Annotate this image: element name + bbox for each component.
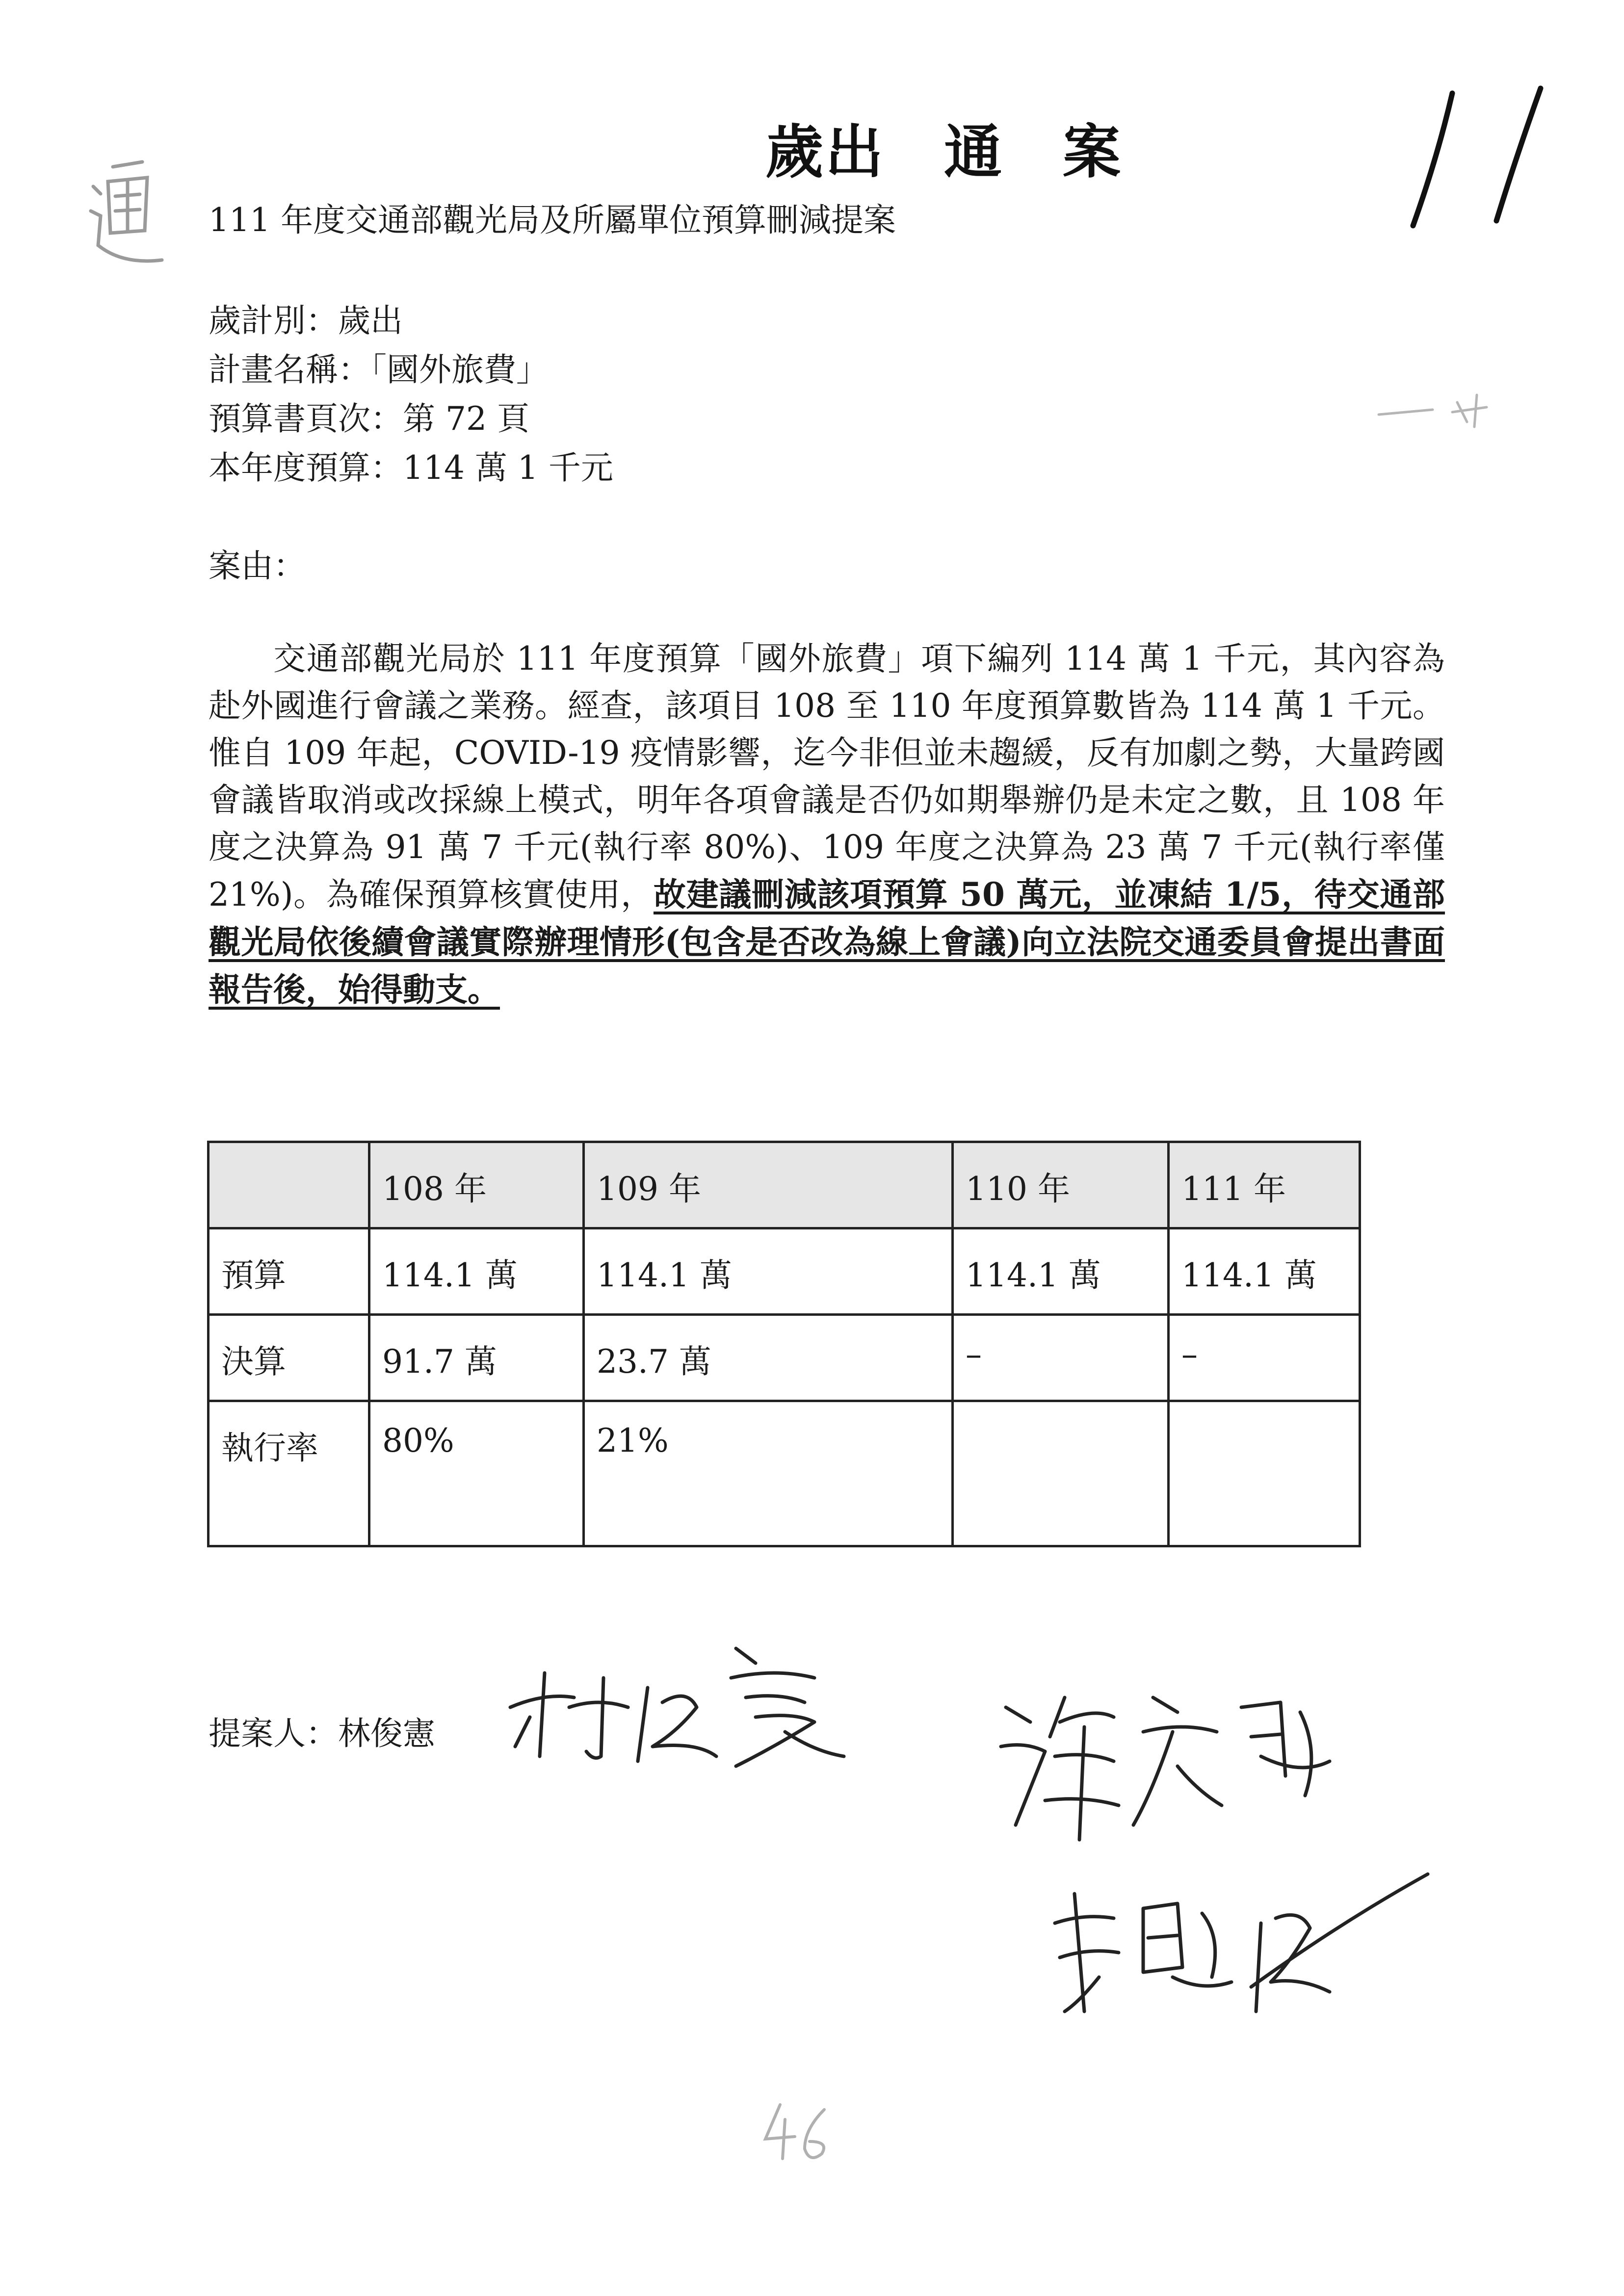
signature-cosigner-2 [1045,1864,1438,2031]
table-cell: 執行率 [209,1401,369,1546]
meta-page-ref: 預算書頁次：第 72 頁 [209,400,529,438]
table-cell: – [953,1315,1169,1401]
reason-paragraph [209,635,1445,1014]
handwritten-page-number [756,2095,839,2168]
meta-category: 歲計別：歲出 [209,302,403,339]
table-header-cell: 111 年 [1169,1142,1360,1228]
table-cell: 23.7 萬 [584,1315,953,1401]
table-cell: 預算 [209,1228,369,1315]
table-cell: 91.7 萬 [369,1315,584,1401]
table-row [209,1228,1360,1315]
handwritten-page-mark [1393,83,1570,245]
document-title [765,105,1123,189]
table-cell: 決算 [209,1315,369,1401]
table-cell: – [1169,1315,1360,1401]
signature-proposer [500,1634,873,1781]
table-header-cell [209,1142,369,1228]
title-part-3: 案 [1063,118,1123,186]
table-header-cell: 109 年 [584,1142,953,1228]
table-cell: 21% [584,1401,953,1546]
document-subtitle: 111 年度交通部觀光局及所屬單位預算刪減提案 [209,201,896,239]
table-cell: 80% [369,1401,584,1546]
table-cell: 114.1 萬 [953,1228,1169,1315]
handwritten-stamp-mark [79,147,172,275]
table-cell [1169,1401,1360,1546]
table-cell: 114.1 萬 [1169,1228,1360,1315]
budget-table [207,1141,1361,1547]
table-row [209,1401,1360,1546]
signature-cosigner-1 [986,1678,1369,1854]
title-part-2: 通 [944,118,1004,186]
table-row [209,1315,1360,1401]
meta-plan-name: 計畫名稱：「國外旅費」 [209,351,549,389]
table-header-cell: 108 年 [369,1142,584,1228]
proposer-line: 提案人：林俊憲 [209,1715,435,1752]
pencil-mark [1374,388,1501,432]
table-header-cell: 110 年 [953,1142,1169,1228]
reason-text: 交通部觀光局於 111 年度預算「國外旅費」項下編列 114 萬 1 千元，其內容為赴外國進行會議之業務。經查，該項目 108 至 110 年度預算數皆為 114 萬 1 千元。惟自 109 年起，COVID-19 疫情影響，迄今非但並未趨緩，反有加劇之勢，大量跨國會議皆取消或改採線上模式，明年各項會議是否仍如期舉辦仍是未定之數，且 108 年度之決算為 91 萬 7 千元(執行率 80%)、109 年度之決算為 23 萬 7 千元(執行率僅 21%)。為確保預算核實使用， [209,640,1445,913]
table-cell [953,1401,1169,1546]
reason-emphasis: 故建議刪減該項預算 50 萬元，並凍結 1/5，待交通部觀光局依後續會議實際辦理情形(包含是否改為線上會議)向立法院交通委員會提出書面報告後，始得動支。 [209,875,1445,1009]
table-cell: 114.1 萬 [584,1228,953,1315]
title-part-1: 歲出 [765,118,886,186]
table-header-row [209,1142,1360,1228]
table-cell: 114.1 萬 [369,1228,584,1315]
meta-budget: 本年度預算：114 萬 1 千元 [209,449,613,487]
reason-label: 案由： [209,547,306,585]
